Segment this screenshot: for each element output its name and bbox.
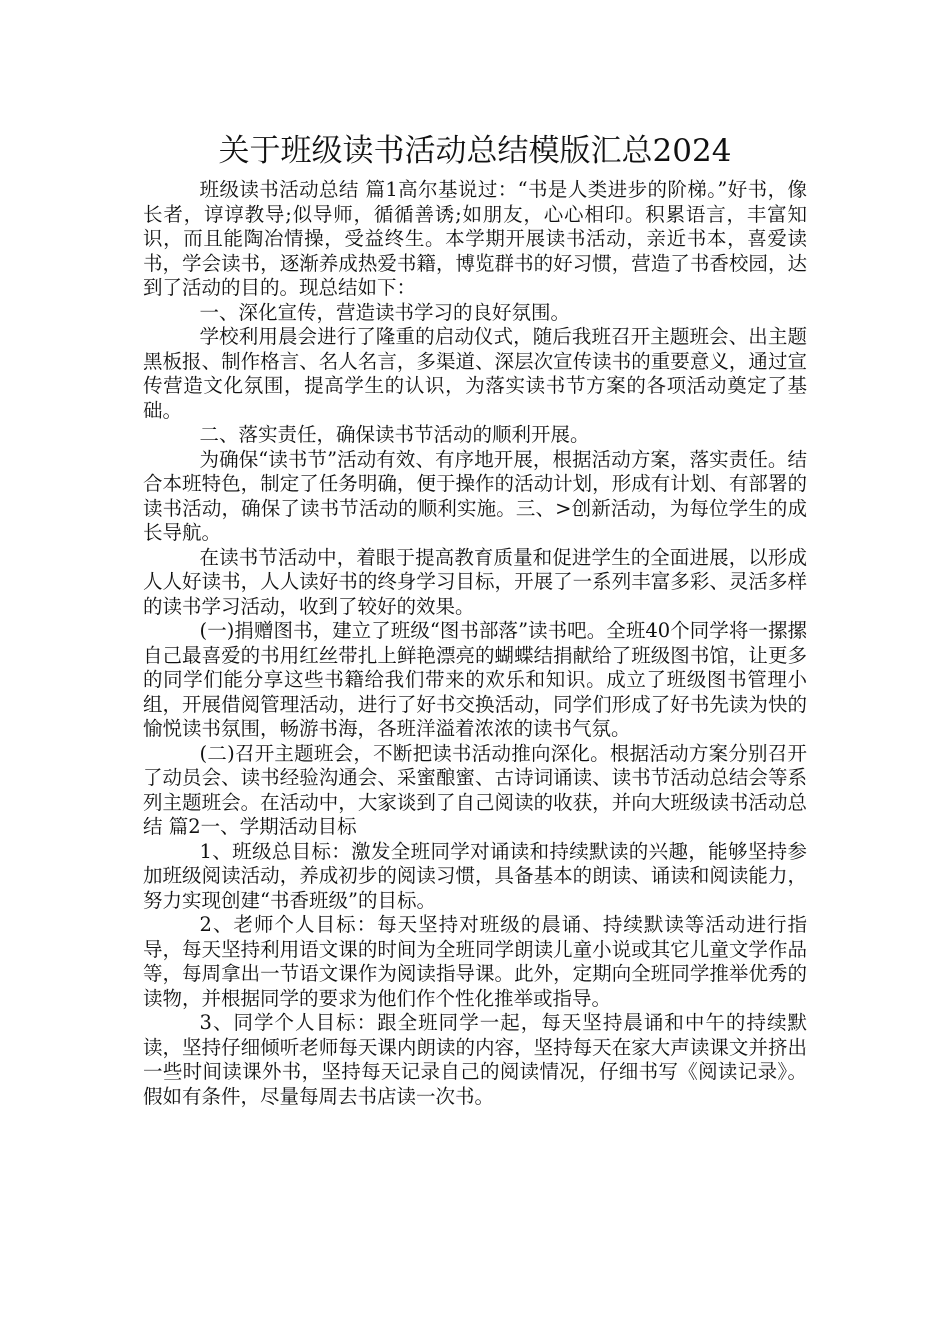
body-paragraph: 学校利用晨会进行了隆重的启动仪式，随后我班召开主题班会、出主题黑板报、制作格言、名人名言，多渠道、深层次宣传读书的重要意义，通过宣传营造文化氛围，提高学生的认识，为落实读书节方案的各项活动奠定了基础。	[143, 325, 807, 422]
document-title: 关于班级读书活动总结模版汇总2024	[218, 133, 732, 169]
body-paragraph: (一)捐赠图书，建立了班级“图书部落”读书吧。全班40个同学将一摞摞自己最喜爱的书用红丝带扎上鲜艳漂亮的蝴蝶结捐献给了班级图书馆，让更多的同学们能分享这些书籍给我们带来的欢乐和知识。成立了班级图书管理小组，开展借阅管理活动，进行了好书交换活动，同学们形成了好书先读为快的愉悦读书氛围，畅游书海，各班洋溢着浓浓的读书气氛。	[143, 619, 807, 740]
body-paragraph: 一、深化宣传，营造读书学习的良好氛围。	[199, 300, 571, 324]
body-paragraph: (二)召开主题班会，不断把读书活动推向深化。根据活动方案分别召开了动员会、读书经验沟通会、采蜜酿蜜、古诗词诵读、读书节活动总结会等系列主题班会。在活动中，大家谈到了自己阅读的收获，并向大班级读书活动总结 篇2一、学期活动目标	[143, 741, 807, 838]
document-body	[143, 178, 807, 1109]
body-paragraph: 在读书节活动中，着眼于提高教育质量和促进学生的全面进展，以形成人人好读书，人人读好书的终身学习目标，开展了一系列丰富多彩、灵活多样的读书学习活动，收到了较好的效果。	[143, 545, 807, 618]
body-paragraph: 班级读书活动总结 篇1高尔基说过：“书是人类进步的阶梯。”好书，像长者，谆谆教导;似导师，循循善诱;如朋友，心心相印。积累语言，丰富知识，而且能陶冶情操，受益终生。本学期开展读书活动，亲近书本，喜爱读书，学会读书，逐渐养成热爱书籍，博览群书的好习惯，营造了书香校园，达到了活动的目的。现总结如下：	[143, 178, 807, 299]
document-page	[143, 128, 807, 1109]
body-paragraph: 3、同学个人目标：跟全班同学一起，每天坚持晨诵和中午的持续默读，坚持仔细倾听老师每天课内朗读的内容，坚持每天在家大声读课文并挤出一些时间读课外书，坚持每天记录自己的阅读情况，仔细书写《阅读记录》。假如有条件，尽量每周去书店读一次书。	[143, 1011, 807, 1108]
body-paragraph: 2、老师个人目标：每天坚持对班级的晨诵、持续默读等活动进行指导，每天坚持利用语文课的时间为全班同学朗读儿童小说或其它儿童文学作品等，每周拿出一节语文课作为阅读指导课。此外，定期向全班同学推举优秀的读物，并根据同学的要求为他们作个性化推举或指导。	[143, 913, 807, 1010]
body-paragraph: 二、落实责任，确保读书节活动的顺利开展。	[199, 423, 590, 446]
body-paragraph: 为确保“读书节”活动有效、有序地开展，根据活动方案，落实责任。结合本班特色，制定了任务明确，便于操作的活动计划，形成有计划、有部署的读书活动，确保了读书节活动的顺利实施。三、>创新活动，为每位学生的成长导航。	[143, 447, 807, 544]
body-paragraph: 1、班级总目标：激发全班同学对诵读和持续默读的兴趣，能够坚持参加班级阅读活动，养成初步的阅读习惯，具备基本的朗读、诵读和阅读能力，努力实现创建“书香班级”的目标。	[143, 839, 807, 912]
